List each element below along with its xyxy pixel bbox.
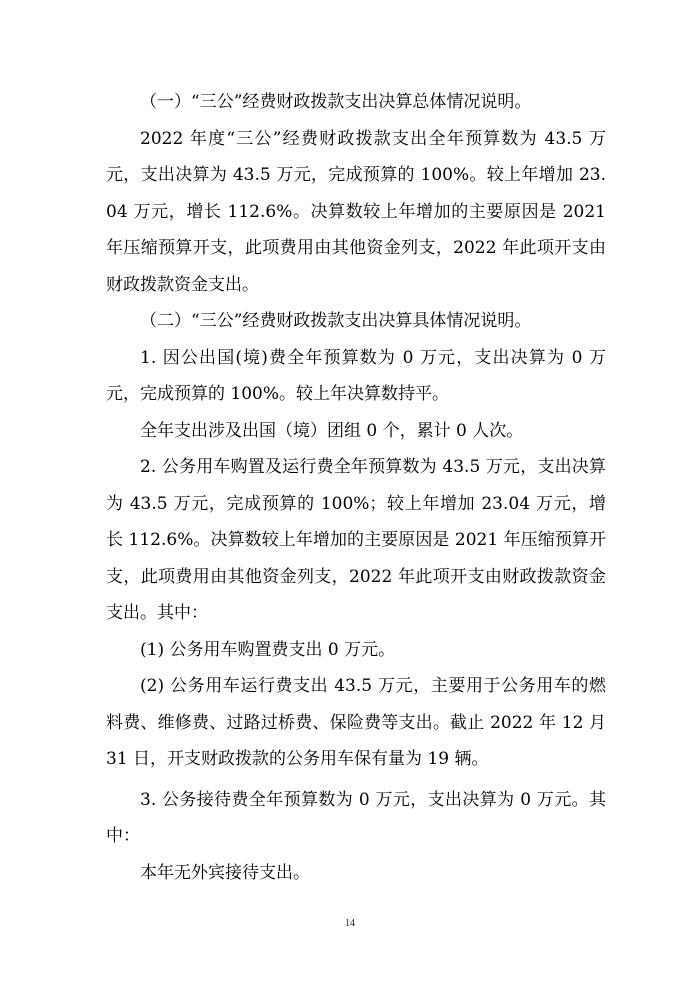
paragraph-vehicle-operation: (2) 公务用车运行费支出 43.5 万元，主要用于公务用车的燃料费、维修费、过路过桥费、保险费等支出。截止 2022 年 12 月 31 日，开支财政拨款的公务用车保有量为 19 辆。	[106, 676, 606, 769]
paragraph-foreign-guests: 本年无外宾接待支出。	[140, 862, 310, 883]
section-heading-detail: （二）“三公”经费财政拨款支出决算具体情况说明。	[140, 311, 532, 331]
paragraph-overseas-groups: 全年支出涉及出国（境）团组 0 个，累计 0 人次。	[140, 420, 524, 441]
paragraph-overseas-travel: 1. 因公出国(境)费全年预算数为 0 万元，支出决算为 0 万元，完成预算的 100%。较上年决算数持平。	[106, 347, 606, 404]
paragraph-reception: 3. 公务接待费全年预算数为 0 万元，支出决算为 0 万元。其中：	[106, 789, 606, 846]
section-heading-overall: （一）“三公”经费财政拨款支出决算总体情况说明。	[140, 92, 532, 112]
page-number: 14	[345, 918, 355, 929]
paragraph-overall-summary: 2022 年度“三公”经费财政拨款支出全年预算数为 43.5 万元，支出决算为 43.5 万元，完成预算的 100%。较上年增加 23.04 万元，增长 112.6%。决算数较上年增加的主要原因是 2021 年压缩预算开支，此项费用由其他资金列支，2022 年此项开支由财政拨款资金支出。	[106, 128, 606, 295]
paragraph-vehicle-purchase: (1) 公务用车购置费支出 0 万元。	[140, 639, 396, 660]
document-body	[106, 84, 606, 891]
paragraph-vehicle-costs: 2. 公务用车购置及运行费全年预算数为 43.5 万元，支出决算为 43.5 万元，完成预算的 100%；较上年增加 23.04 万元，增长 112.6%。决算数较上年增加的主要原因是 2021 年压缩预算开支，此项费用由其他资金列支，2022 年此项开支由财政拨款资金支出。其中：	[106, 457, 606, 623]
